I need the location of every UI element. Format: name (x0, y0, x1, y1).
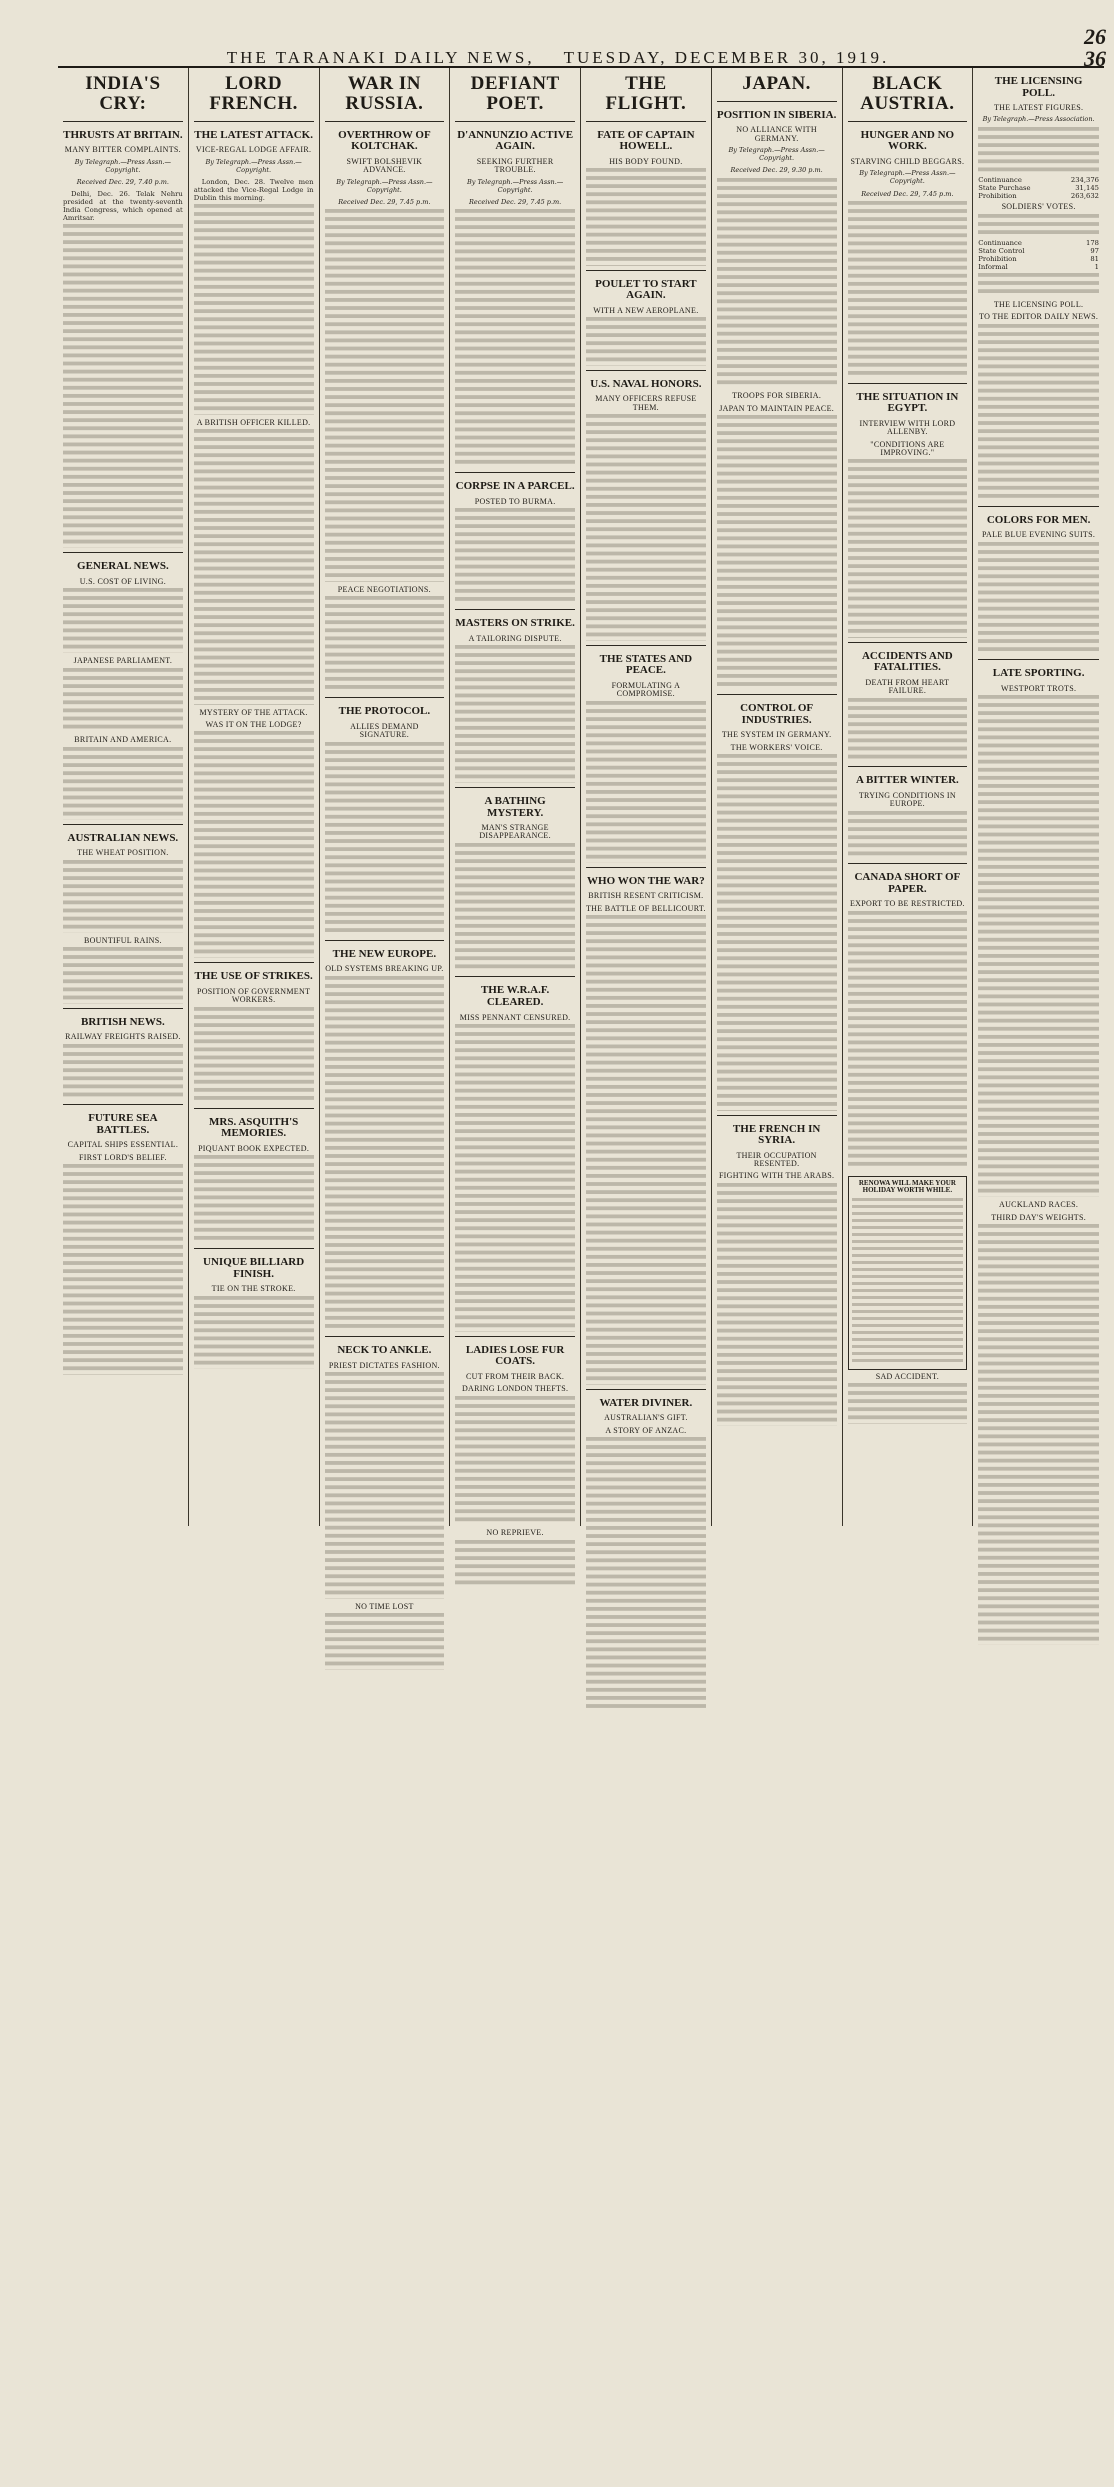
headline: A BITTER WINTER. (855, 774, 959, 787)
subheadline: POSTED TO BURMA. (474, 496, 556, 506)
article-body (848, 698, 968, 763)
column-8 (973, 68, 1104, 1526)
article-body (978, 273, 1099, 297)
article-body (63, 947, 183, 1004)
subheadline: CUT FROM THEIR BACK. (466, 1371, 565, 1381)
headline: BRITISH NEWS. (80, 1015, 165, 1028)
headline: DEFIANT POET. (470, 73, 560, 114)
headline: THE PROTOCOL. (338, 705, 431, 718)
article-body (455, 1396, 575, 1526)
subheadline: AUSTRALIAN'S GIFT. (604, 1413, 688, 1423)
article-body (848, 1383, 968, 1424)
subheadline: NO TIME LOST (355, 1601, 414, 1611)
subheadline: BOUNTIFUL RAINS. (83, 935, 162, 945)
article-body (586, 701, 706, 863)
article-body (63, 1044, 183, 1101)
subheadline: EXPORT TO BE RESTRICTED. (850, 899, 965, 909)
article-body (63, 224, 183, 548)
article-lead: Delhi, Dec. 26. Telak Nehru presided at the twenty-seventh India Congress, which opened at Amritsar. (63, 190, 183, 223)
subheadline: POSITION OF GOVERNMENT WORKERS. (196, 986, 311, 1005)
vote-label: State Control (978, 247, 1025, 256)
dateline: Received Dec. 29, 7.45 p.m. (468, 197, 562, 206)
headline: FUTURE SEA BATTLES. (88, 1112, 158, 1136)
subheadline: CAPITAL SHIPS ESSENTIAL. (67, 1140, 179, 1150)
vote-label: Continuance (978, 239, 1022, 248)
headline: CANADA SHORT OF PAPER. (854, 871, 961, 895)
article-body (978, 324, 1099, 502)
subheadline: TO THE EDITOR DAILY NEWS. (979, 312, 1099, 322)
vote-label: Continuance (978, 176, 1022, 185)
subheadline: AUCKLAND RACES. (999, 1200, 1079, 1210)
article-body (63, 1164, 183, 1375)
subheadline: DARING LONDON THEFTS. (461, 1384, 569, 1394)
article-body (848, 811, 968, 860)
subheadline: SOLDIERS' VOTES. (1001, 202, 1076, 212)
headline: THE FRENCH IN SYRIA. (732, 1122, 821, 1147)
subheadline: SWIFT BOLSHEVIK ADVANCE. (346, 156, 423, 175)
subheadline: WAS IT ON THE LODGE? (205, 720, 302, 730)
article-body (717, 1183, 837, 1426)
headline: OVERTHROW OF KOLTCHAK. (338, 128, 431, 153)
column-5 (581, 68, 712, 1526)
dateline: Received Dec. 29, 9.30 p.m. (730, 166, 823, 175)
headline: MRS. ASQUITH'S MEMORIES. (209, 1115, 299, 1140)
subheadline: BRITISH RESENT CRITICISM. (588, 891, 704, 901)
headline: WATER DIVINER. (599, 1396, 693, 1409)
ad-body (852, 1198, 964, 1366)
column-1 (58, 68, 189, 1526)
headline: THE LATEST ATTACK. (194, 128, 313, 141)
section-rule (455, 121, 575, 122)
subheadline: U.S. COST OF LIVING. (79, 577, 167, 587)
dateline: By Telegraph.—Press Assn.—Copyright. (859, 169, 956, 186)
article-body (586, 1437, 706, 1712)
subheadline: DEATH FROM HEART FAILURE. (865, 677, 950, 696)
headline: THE SITUATION IN EGYPT. (856, 390, 959, 415)
dateline: By Telegraph.—Press Assn.—Copyright. (728, 146, 825, 163)
subheadline: MAN'S STRANGE DISAPPEARANCE. (479, 823, 551, 841)
vote-label: Informal (978, 263, 1008, 272)
column-2 (189, 68, 320, 1526)
subheadline: MISS PENNANT CENSURED. (459, 1012, 571, 1022)
article-body (63, 747, 183, 820)
subheadline: RAILWAY FREIGHTS RAISED. (65, 1032, 181, 1042)
headline: BLACK AUSTRIA. (860, 73, 955, 114)
vote-label: State Purchase (978, 184, 1031, 193)
headline: COLORS FOR MEN. (986, 513, 1091, 526)
article-body (717, 178, 837, 389)
subheadline: "CONDITIONS ARE IMPROVING." (870, 439, 945, 458)
subheadline: PRIEST DICTATES FASHION. (328, 1360, 440, 1370)
article-body (455, 1024, 575, 1332)
subheadline: TRYING CONDITIONS IN EUROPE. (858, 790, 956, 809)
subheadline: THEIR OCCUPATION RESENTED. (736, 1150, 817, 1169)
subheadline: TROOPS FOR SIBERIA. (732, 391, 822, 401)
headline: HUNGER AND NO WORK. (860, 128, 955, 153)
article-body (586, 168, 706, 265)
headline: THE LICENSING POLL. (994, 75, 1083, 99)
article-body (586, 317, 706, 366)
vote-count: 31,145 (1075, 184, 1099, 193)
subheadline: A STORY OF ANZAC. (605, 1425, 687, 1435)
subheadline: WITH A NEW AEROPLANE. (593, 305, 699, 315)
archive-mark: 26 36 (1084, 24, 1106, 71)
subheadline: THE WORKERS' VOICE. (730, 742, 823, 752)
article-body (455, 843, 575, 973)
article-body (325, 596, 445, 693)
article-body (586, 414, 706, 641)
section-rule (586, 121, 706, 122)
dateline: By Telegraph.—Press Assn.—Copyright. (74, 157, 172, 174)
subheadline: OLD SYSTEMS BREAKING UP. (325, 964, 444, 974)
article-body (717, 415, 837, 690)
section-rule (717, 101, 837, 102)
headline: FATE OF CAPTAIN HOWELL. (597, 128, 695, 153)
headline: CORPSE IN A PARCEL. (455, 480, 575, 493)
subheadline: FIRST LORD'S BELIEF. (78, 1152, 167, 1162)
article-body (978, 127, 1099, 176)
headline: U.S. NAVAL HONORS. (590, 377, 702, 390)
headline: CONTROL OF INDUSTRIES. (740, 702, 814, 726)
column-4 (450, 68, 581, 1538)
column-3 (320, 68, 451, 1611)
subheadline: HIS BODY FOUND. (609, 156, 683, 166)
article-body (978, 695, 1099, 1197)
subheadline: NO ALLIANCE WITH GERMANY. (736, 125, 817, 143)
ad-title: RENOWA WILL MAKE YOUR HOLIDAY WORTH WHILE. (858, 1178, 956, 1195)
article-body (194, 204, 314, 415)
subheadline: BRITAIN AND AMERICA. (74, 735, 172, 745)
subheadline: THE LATEST FIGURES. (993, 103, 1084, 113)
headline: THE USE OF STRIKES. (194, 970, 313, 983)
subheadline: MANY OFFICERS REFUSE THEM. (595, 394, 697, 412)
vote-label: Prohibition (978, 192, 1017, 201)
headline: POULET TO START AGAIN. (595, 277, 697, 302)
subheadline: SAD ACCIDENT. (875, 1371, 940, 1381)
headline: THE STATES AND PEACE. (599, 652, 693, 677)
headline: JAPAN. (742, 73, 811, 94)
subheadline: THIRD DAY'S WEIGHTS. (991, 1212, 1087, 1222)
headline: LADIES LOSE FUR COATS. (465, 1343, 565, 1368)
subheadline: A TAILORING DISPUTE. (468, 633, 562, 643)
headline: WHO WON THE WAR? (587, 874, 705, 887)
headline: MASTERS ON STRIKE. (455, 617, 575, 630)
article-body (717, 754, 837, 1110)
article-body (194, 1296, 314, 1369)
headline: NECK TO ANKLE. (337, 1344, 432, 1357)
headline: A BATHING MYSTERY. (484, 794, 546, 819)
article-body (455, 645, 575, 783)
article-lead: London, Dec. 28. Twelve men attacked the Vice-Regal Lodge in Dublin this morning. (193, 178, 314, 203)
subheadline: JAPANESE PARLIAMENT. (73, 656, 173, 666)
subheadline: FIGHTING WITH THE ARABS. (718, 1171, 835, 1181)
vote-count: 263,632 (1070, 192, 1099, 201)
subheadline: JAPAN TO MAINTAIN PEACE. (719, 403, 835, 413)
headline: LATE SPORTING. (992, 667, 1085, 680)
headline: AUSTRALIAN NEWS. (67, 831, 179, 844)
subheadline: WESTPORT TROTS. (1000, 683, 1077, 693)
dateline: By Telegraph.—Press Assn.—Copyright. (205, 157, 302, 174)
subheadline: MANY BITTER COMPLAINTS. (64, 145, 181, 155)
masthead-title: THE TARANAKI DAILY NEWS, (226, 48, 535, 67)
headline: LORD FRENCH. (209, 73, 298, 114)
headline: THE FLIGHT. (605, 73, 687, 114)
article-body (455, 209, 575, 468)
column-6 (712, 68, 843, 1526)
article-body (325, 209, 445, 582)
subheadline: SEEKING FURTHER TROUBLE. (476, 156, 554, 175)
article-body (455, 1540, 575, 1589)
article-body (586, 915, 706, 1385)
vote-count: 234,376 (1070, 176, 1099, 185)
article-body (978, 1224, 1099, 1645)
headline: THE W.R.A.F. CLEARED. (480, 984, 550, 1008)
article-body (978, 542, 1099, 655)
article-body (63, 588, 183, 653)
section-rule (194, 121, 314, 122)
dateline: Received Dec. 29, 7.45 p.m. (861, 189, 954, 198)
column-grid (58, 66, 1104, 1611)
section-rule (848, 121, 968, 122)
headline: D'ANNUNZIO ACTIVE AGAIN. (457, 128, 574, 153)
article-body (194, 1007, 314, 1104)
subheadline: PIQUANT BOOK EXPECTED. (198, 1143, 310, 1153)
subheadline: THE LICENSING POLL. (993, 299, 1084, 309)
subheadline: INTERVIEW WITH LORD ALLENBY. (859, 418, 956, 437)
headline: POSITION IN SIBERIA. (716, 108, 837, 121)
headline: GENERAL NEWS. (77, 560, 169, 573)
headline: ACCIDENTS AND FATALITIES. (861, 649, 953, 674)
dateline: By Telegraph.—Press Assn.—Copyright. (466, 177, 564, 194)
subheadline: THE BATTLE OF BELLICOURT. (586, 903, 706, 913)
article-body (63, 668, 183, 733)
subheadline: MYSTERY OF THE ATTACK. (199, 707, 308, 717)
article-body (194, 731, 314, 958)
headline: WAR IN RUSSIA. (345, 73, 424, 114)
article-body (325, 1372, 445, 1599)
headline: THRUSTS AT BRITAIN. (63, 128, 183, 141)
dateline: By Telegraph.—Press Assn.—Copyright. (336, 177, 433, 194)
subheadline: PALE BLUE EVENING SUITS. (982, 530, 1096, 540)
subheadline: NO REPRIEVE. (486, 1528, 544, 1538)
subheadline: THE WHEAT POSITION. (77, 848, 169, 858)
vote-count: 97 (1090, 247, 1099, 256)
dateline: Received Dec. 29, 7.40 p.m. (76, 178, 170, 186)
vote-label: Prohibition (978, 255, 1017, 264)
vote-count: 1 (1094, 263, 1099, 272)
subheadline: THE SYSTEM IN GERMANY. (721, 730, 832, 740)
article-body (63, 860, 183, 933)
advertisement (848, 1176, 968, 1370)
article-body (325, 742, 445, 936)
masthead-date: TUESDAY, DECEMBER 30, 1919. (563, 48, 890, 67)
headline: UNIQUE BILLIARD FINISH. (203, 1256, 305, 1280)
subheadline: VICE-REGAL LODGE AFFAIR. (195, 145, 312, 155)
headline: INDIA'S CRY: (85, 73, 161, 114)
dateline: By Telegraph.—Press Association. (982, 115, 1095, 124)
article-body (325, 1613, 445, 1670)
dateline: Received Dec. 29, 7.45 p.m. (338, 197, 431, 206)
section-rule (325, 121, 445, 122)
article-body (455, 508, 575, 605)
article-body (194, 429, 314, 704)
subheadline: A BRITISH OFFICER KILLED. (196, 417, 311, 427)
subheadline: TIE ON THE STROKE. (211, 1284, 296, 1294)
column-7 (843, 68, 974, 1526)
subheadline: FORMULATING A COMPROMISE. (611, 680, 681, 699)
article-body (848, 459, 968, 637)
article-body (325, 976, 445, 1332)
section-rule (63, 121, 183, 122)
article-body (848, 911, 968, 1170)
vote-count: 81 (1090, 255, 1099, 264)
subheadline: STARVING CHILD BEGGARS. (850, 156, 965, 166)
subheadline: ALLIES DEMAND SIGNATURE. (350, 721, 419, 740)
article-body (978, 214, 1099, 238)
article-body (848, 201, 968, 379)
article-body (194, 1155, 314, 1244)
vote-count: 178 (1086, 239, 1099, 248)
headline: THE NEW EUROPE. (332, 947, 437, 960)
subheadline: PEACE NEGOTIATIONS. (337, 584, 431, 594)
